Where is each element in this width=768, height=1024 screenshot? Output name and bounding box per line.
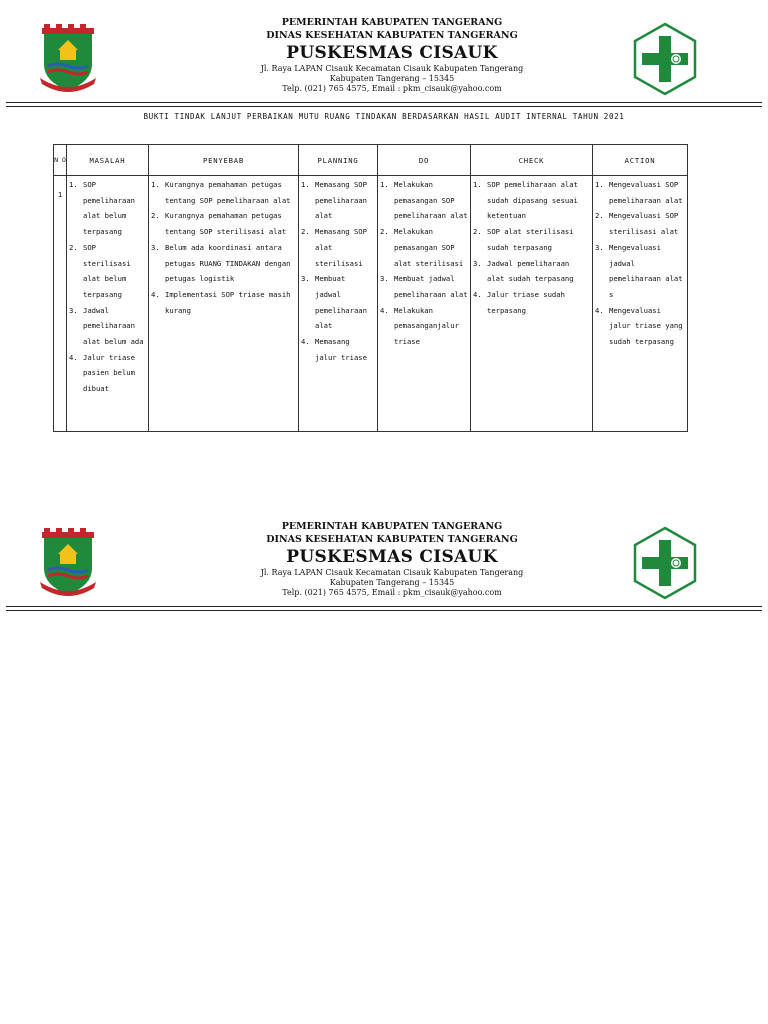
list-item (69, 240, 146, 303)
address-line-1: Jl. Raya LAPAN Cisauk Kecamatan Cisauk Kabupaten Tangerang (260, 64, 524, 73)
item-number: 2. (473, 227, 482, 237)
list-item (301, 224, 375, 271)
address-line-2: Kabupaten Tangerang – 15345 (329, 578, 455, 587)
item-text: Memasang SOP alat sterilisasi (315, 227, 367, 268)
item-number: 1. (151, 180, 160, 189)
col-header-no: N O (54, 145, 67, 176)
item-number: 4. (151, 289, 160, 299)
item-number: 4. (380, 305, 389, 315)
item-text: SOP alat sterilisasi sudah terpasang (487, 227, 574, 252)
col-header-masalah: MASALAH (67, 145, 149, 176)
list-item (595, 240, 685, 303)
letterhead-page-2 (0, 514, 768, 614)
item-text: Mengevaluasi jadwal pemeliharaan alat s (609, 242, 683, 299)
item-text: SOP pemeliharaan alat sudah dipasang sesuai ketentuan (487, 180, 578, 221)
item-number: 1. (595, 180, 604, 189)
item-number: 2. (595, 211, 604, 221)
penyebab-cell (149, 176, 299, 432)
government-line: PEMERINTAH KABUPATEN TANGERANG (281, 17, 503, 28)
list-item (151, 240, 296, 287)
planning-cell (299, 176, 378, 432)
item-text: Jadwal pemeliharaan alat sudah terpasang (487, 258, 574, 284)
item-number: 3. (69, 305, 78, 315)
col-header-check: CHECK (471, 145, 593, 176)
item-text: Mengevaluasi SOP pemeliharaan alat (609, 180, 683, 205)
item-number: 4. (473, 289, 482, 299)
item-number: 3. (380, 274, 389, 284)
item-text: Melakukan pemasangan SOP pemeliharaan alat (394, 180, 468, 221)
item-text: Memasang SOP pemeliharaan alat (315, 180, 367, 221)
puskesmas-green-cross-icon (632, 526, 698, 600)
list-item (473, 287, 590, 318)
check-cell (471, 176, 593, 432)
col-header-do: DO (378, 145, 471, 176)
item-number: 3. (301, 274, 310, 284)
item-number: 2. (380, 227, 389, 237)
list-item (151, 208, 296, 239)
letterhead-text (200, 16, 584, 94)
list-item (595, 303, 685, 350)
item-number: 1. (69, 180, 78, 189)
list-item (151, 287, 296, 318)
col-header-penyebab: PENYEBAB (149, 145, 299, 176)
item-text: Mengevaluasi SOP sterilisasi alat (609, 211, 679, 237)
list-item (301, 334, 375, 365)
item-text: Implementasi SOP triase masih kurang (165, 289, 291, 315)
list-item (595, 208, 685, 239)
item-text: SOP pemeliharaan alat belum terpasang (83, 180, 135, 237)
item-number: 3. (151, 242, 160, 252)
list-item (380, 177, 468, 224)
item-text: Jalur triase sudah terpasang (487, 289, 565, 315)
header-rule-thick (6, 102, 762, 103)
item-text: Melakukan pemasanganjalur triase (394, 305, 459, 347)
item-text: Melakukan pemasangan SOP alat sterilisasi (394, 227, 464, 268)
government-line: PEMERINTAH KABUPATEN TANGERANG (281, 521, 503, 532)
item-number: 1. (380, 180, 389, 189)
col-header-planning: PLANNING (299, 145, 378, 176)
item-number: 2. (301, 227, 310, 237)
item-text: Jalur triase pasien belum dibuat (83, 352, 135, 394)
puskesmas-name: PUSKESMAS CISAUK (286, 547, 498, 567)
department-line: DINAS KESEHATAN KABUPATEN TANGERANG (266, 30, 518, 41)
item-text: Belum ada koordinasi antara petugas RUANG TINDAKAN dengan petugas logistik (165, 242, 291, 284)
item-number: 4. (69, 352, 78, 362)
list-item (151, 177, 296, 208)
table-header-row (54, 145, 688, 176)
list-item (301, 271, 375, 334)
item-number: 1. (301, 180, 310, 189)
row-number: 1 (54, 176, 67, 432)
item-text: Membuat jadwal pemeliharaan alat (394, 274, 468, 299)
item-number: 1. (473, 180, 482, 189)
puskesmas-green-cross-icon (632, 22, 698, 96)
document-title: BUKTI TINDAK LANJUT PERBAIKAN MUTU RUANG TINDAKAN BERDASARKAN HASIL AUDIT INTERNAL TAHUN 2021 (143, 112, 625, 121)
address-line-1: Jl. Raya LAPAN Cisauk Kecamatan Cisauk Kabupaten Tangerang (260, 568, 524, 577)
list-item (380, 224, 468, 271)
department-line: DINAS KESEHATAN KABUPATEN TANGERANG (266, 534, 518, 545)
item-text: Kurangnya pemahaman petugas tentang SOP pemeliharaan alat (165, 180, 291, 205)
header-rule-thin (6, 610, 762, 611)
list-item (473, 177, 590, 224)
item-number: 3. (595, 242, 604, 252)
do-cell (378, 176, 471, 432)
letterhead-text (200, 520, 584, 598)
list-item (380, 303, 468, 350)
list-item (473, 224, 590, 255)
list-item (301, 177, 375, 224)
list-item (69, 303, 146, 350)
list-item (69, 350, 146, 397)
header-rule-thin (6, 106, 762, 107)
contact-line: Telp. (021) 765 4575, Email : pkm_cisauk@yahoo.com (282, 84, 502, 93)
item-number: 2. (69, 242, 78, 252)
contact-line: Telp. (021) 765 4575, Email : pkm_cisauk@yahoo.com (282, 588, 502, 597)
list-item (380, 271, 468, 302)
action-cell (593, 176, 688, 432)
tangerang-regency-crest-icon (38, 24, 98, 94)
item-text: Membuat jadwal pemeliharaan alat (315, 274, 367, 331)
item-number: 4. (595, 305, 604, 315)
item-text: Jadwal pemeliharaan alat belum ada (83, 305, 144, 347)
item-text: SOP sterilisasi alat belum terpasang (83, 242, 131, 299)
item-number: 2. (151, 211, 160, 221)
item-number: 3. (473, 258, 482, 268)
tangerang-regency-crest-icon (38, 528, 98, 598)
item-text: Memasang jalur triase (315, 337, 367, 362)
puskesmas-name: PUSKESMAS CISAUK (286, 43, 498, 63)
item-text: Kurangnya pemahaman petugas tentang SOP sterilisasi alat (165, 211, 287, 237)
masalah-cell (67, 176, 149, 432)
item-number: 4. (301, 337, 310, 347)
audit-table (53, 144, 688, 432)
list-item (473, 256, 590, 287)
header-rule-thick (6, 606, 762, 607)
table-row (54, 176, 688, 432)
list-item (69, 177, 146, 240)
item-text: Mengevaluasi jalur triase yang sudah terpasang (609, 305, 683, 347)
list-item (595, 177, 685, 208)
letterhead (0, 10, 768, 110)
col-header-action: ACTION (593, 145, 688, 176)
address-line-2: Kabupaten Tangerang – 15345 (329, 74, 455, 83)
